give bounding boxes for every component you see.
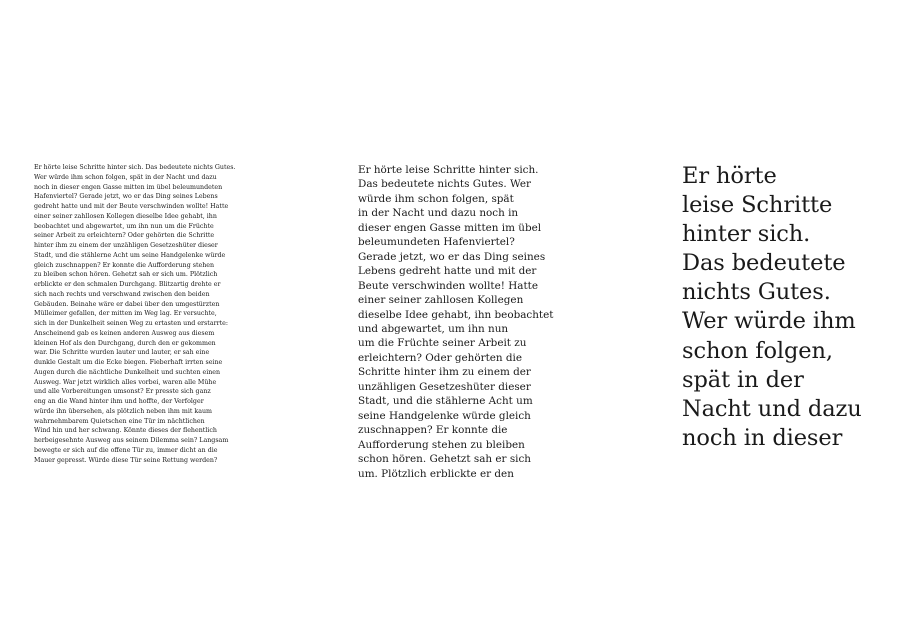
text-line: dieser engen Gasse mitten im übel	[358, 221, 542, 234]
text-column-small	[34, 163, 234, 465]
text-line: Beute verschwinden wollte! Hatte	[358, 279, 538, 292]
text-line: einer seiner zahllosen Kollegen dieselbe Idee gehabt, ihn	[34, 212, 217, 220]
text-line: Schritte hinter ihm zu einem der	[358, 366, 531, 379]
text-line: Er hörte	[682, 163, 777, 189]
text-line: schon hören. Gehetzt sah er sich	[358, 453, 531, 466]
text-line: spät in der	[682, 366, 804, 393]
text-line: Er hörte leise Schritte hinter sich. Das bedeutete nichts Gutes.	[34, 164, 236, 171]
text-line: noch in dieser engen Gasse mitten im übel beleumundeten	[34, 183, 223, 191]
text-line: Hafenviertel? Gerade jetzt, wo er das Ding seines Lebens	[34, 193, 218, 201]
text-line: und alle Vorbereitungen umsonst? Er presste sich ganz	[34, 388, 211, 396]
text-line: Aufforderung stehen zu bleiben	[358, 438, 525, 451]
text-line: und abgewartet, um ihn nun	[358, 322, 509, 335]
text-line: gedreht hatte und mit der Beute verschwinden wollte! Hatte	[34, 203, 229, 210]
text-line: Wer würde ihm schon folgen, spät in der Nacht und dazu	[34, 173, 217, 181]
text-line: Mülleimer gefallen, der mitten im Weg lag. Er versuchte,	[34, 310, 217, 318]
text-line: hinter sich.	[682, 221, 811, 248]
text-line: um. Plötzlich erblickte er den	[358, 467, 514, 480]
text-line: würde ihn übersehen, als plötzlich neben ihm mit kaum	[34, 407, 213, 415]
text-line: wahrnehmbarem Quietschen eine Tür im nächtlichen	[34, 417, 205, 425]
text-column-medium	[358, 163, 558, 481]
text-line: sich in der Dunkelheit seinen Weg zu ertasten und erstarrte:	[34, 320, 228, 327]
text-line: Lebens gedreht hatte und mit der	[358, 265, 537, 278]
text-line: herbeigesehnte Ausweg aus seinem Dilemma sein? Langsam	[34, 437, 229, 444]
text-line: bewegte er sich auf die offene Tür zu, immer dicht an die	[34, 446, 218, 454]
text-line: dunkle Gestalt um die Ecke biegen. Fieberhaft irrten seine	[34, 359, 223, 366]
text-line: Anscheinend gab es keinen anderen Ausweg aus diesem	[34, 329, 215, 337]
text-line: um die Früchte seiner Arbeit zu	[358, 337, 527, 350]
text-line: Stadt, und die stählerne Acht um	[358, 395, 533, 408]
text-line: noch in dieser	[682, 424, 843, 451]
text-line: Ausweg. War jetzt wirklich alles vorbei, waren alle Mühe	[34, 378, 217, 386]
text-line: Gerade jetzt, wo er das Ding seines	[358, 250, 546, 263]
text-line: seine Handgelenke würde gleich	[358, 409, 531, 422]
text-line: Gebäuden. Beinahe wäre er dabei über den umgestürzten	[34, 300, 220, 308]
text-line: schon folgen,	[682, 337, 833, 364]
text-line: erleichtern? Oder gehörten die	[358, 351, 523, 364]
text-line: einer seiner zahllosen Kollegen	[358, 294, 524, 307]
text-line: Stadt, und die stählerne Acht um seine Handgelenke würde	[34, 251, 226, 259]
text-line: eng an die Wand hinter ihm und hoffte, der Verfolger	[34, 398, 204, 405]
text-line: kleinen Hof als den Durchgang, durch den er gekommen	[34, 339, 216, 347]
text-column-large	[682, 162, 882, 453]
text-line: Das bedeutete	[682, 250, 846, 277]
text-line: zu bleiben schon hören. Gehetzt sah er sich um. Plötzlich	[34, 271, 218, 279]
text-line: würde ihm schon folgen, spät	[358, 192, 514, 205]
text-line: zuschnappen? Er konnte die	[358, 424, 508, 437]
text-line: beobachtet und abgewartet, um ihn nun um die Früchte	[34, 222, 214, 230]
text-line: beleumundeten Hafenviertel?	[358, 236, 515, 249]
text-line: hinter ihm zu einem der unzähligen Gesetzeshüter dieser	[34, 242, 218, 249]
text-line: sich nach rechts und verschwand zwischen den beiden	[34, 290, 210, 298]
text-line: war. Die Schritte wurden lauter und lauter, er sah eine	[34, 349, 210, 357]
text-line: nichts Gutes.	[682, 279, 831, 306]
text-line: Augen durch die nächtliche Dunkelheit und suchten einen	[34, 368, 221, 376]
text-line: unzähligen Gesetzeshüter dieser	[358, 380, 531, 393]
text-line: leise Schritte	[682, 192, 833, 219]
text-line: gleich zuschnappen? Er konnte die Aufforderung stehen	[34, 261, 215, 269]
text-line: in der Nacht und dazu noch in	[358, 207, 519, 220]
text-line: Wind hin und her schwang. Könnte dieses der flehentlich	[34, 427, 217, 435]
text-line: seiner Arbeit zu erleichtern? Oder gehörten die Schritte	[34, 232, 215, 240]
text-line: Mauer gepresst. Würde diese Tür seine Rettung werden?	[34, 456, 218, 464]
text-line: Wer würde ihm	[682, 308, 856, 335]
text-line: Das bedeutete nichts Gutes. Wer	[358, 178, 531, 191]
text-line: dieselbe Idee gehabt, ihn beobachtet	[358, 308, 554, 321]
text-line: erblickte er den schmalen Durchgang. Blitzartig drehte er	[34, 281, 221, 288]
text-line: Er hörte leise Schritte hinter sich.	[358, 164, 539, 176]
text-line: Nacht und dazu	[682, 395, 862, 422]
